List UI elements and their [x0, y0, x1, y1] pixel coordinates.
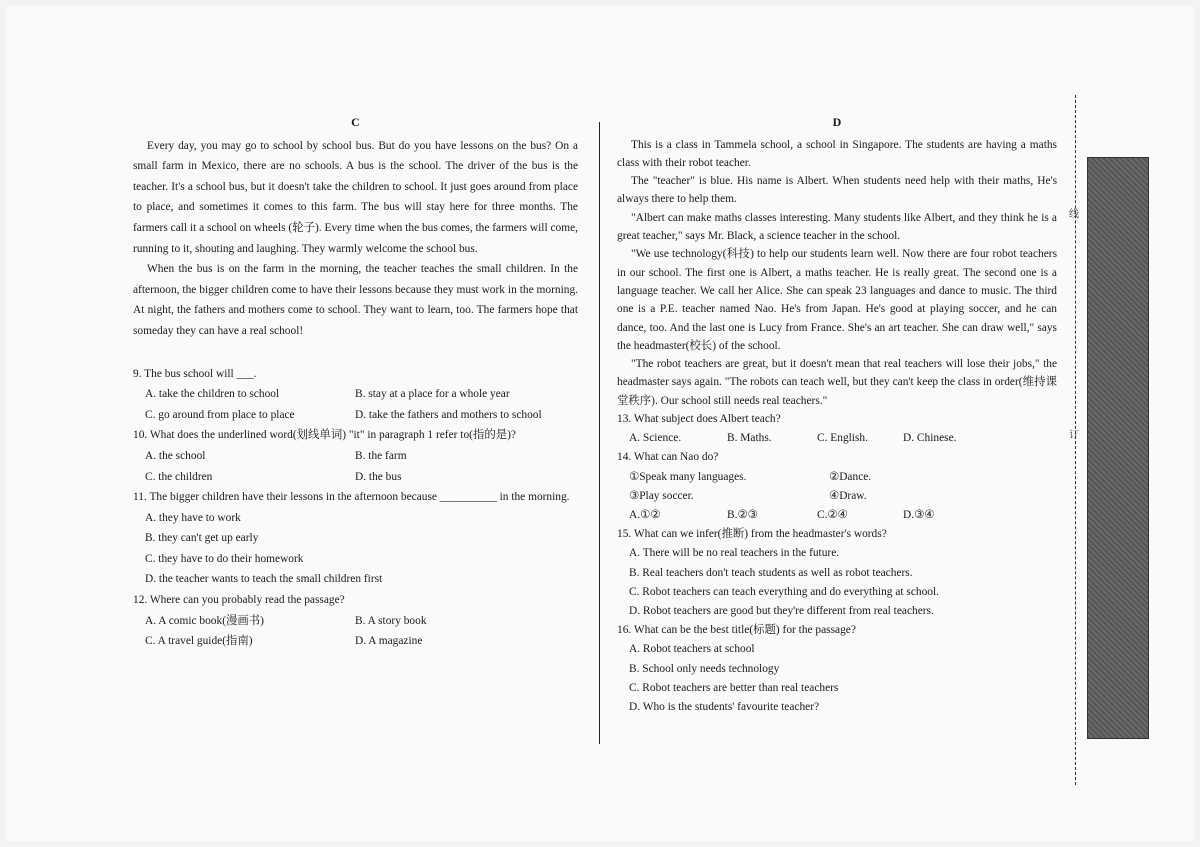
passage-c-paragraph-2: When the bus is on the farm in the morning, the teacher teaches the small children. In the afternoon, the bigger children come to have their lessons because they must work in the morning. At night, the fathers and mothers come to school. They want to learn, too. The farmers hope that someday they can have a real school!	[133, 263, 578, 337]
question-16-option-c: C. Robot teachers are better than real teachers	[629, 681, 839, 694]
question-9-option-a: A. take the children to school	[145, 388, 280, 401]
question-12-option-d: D. A magazine	[355, 635, 423, 648]
question-12: 12. Where can you probably read the passage?	[133, 594, 345, 607]
question-14: 14. What can Nao do?	[617, 451, 719, 464]
passage-d-paragraph-4: "We use technology(科技) to help our students learn well. Now there are four robot teachers in our school. The first one is Albert, a maths teacher. He is really great. The second one is a language teacher. We call her Alice. She can speak 23 languages and dance to music. The third one is a P.E. teacher named Nao. He's from Japan. He's good at playing soccer, and he can dance, too. And the last one is Lucy from France. She's an art teacher. She can draw well," says the headmaster(校长) of the school.	[617, 248, 1057, 352]
question-16-option-a: A. Robot teachers at school	[629, 643, 755, 656]
question-14-item-1: ①Speak many languages.	[629, 470, 747, 483]
passage-d-column	[617, 112, 1057, 717]
question-11-option-d: D. the teacher wants to teach the small children first	[145, 573, 383, 586]
passage-d-paragraph-5: "The robot teachers are great, but it doesn't mean that real teachers will lose their jobs," the headmaster says again. "The robots can teach well, but they can't keep the class in order(维持课堂秩序). Our school still needs real teachers."	[617, 358, 1057, 407]
section-heading-d: D	[832, 115, 842, 129]
question-16: 16. What can be the best title(标题) for the passage?	[617, 624, 856, 637]
question-16-option-d: D. Who is the students' favourite teacher?	[629, 701, 820, 714]
passage-d-paragraph-3: "Albert can make maths classes interesting. Many students like Albert, and they think he is a great teacher," says Mr. Black, a science teacher in the school.	[617, 211, 1057, 243]
question-10-option-c: C. the children	[145, 470, 213, 483]
question-10-option-b: B. the farm	[355, 449, 407, 462]
question-11-option-b: B. they can't get up early	[145, 532, 259, 545]
question-13-options	[617, 429, 1057, 448]
question-13-option-c: C. English.	[817, 432, 868, 445]
question-13-option-a: A. Science.	[629, 432, 682, 445]
question-14-option-b: B.②③	[727, 509, 758, 522]
question-10-option-d: D. the bus	[355, 470, 402, 483]
question-15-option-b: B. Real teachers don't teach students as well as robot teachers.	[629, 566, 913, 579]
question-12-options	[133, 611, 578, 652]
passage-d-paragraph-2: The "teacher" is blue. His name is Albert. When students need help with their maths, He's always there to help them.	[617, 175, 1057, 206]
question-12-option-a: A. A comic book(漫画书)	[145, 614, 264, 627]
question-11: 11. The bigger children have their lessons in the afternoon because __________ in the morning.	[133, 491, 570, 504]
question-14-option-a: A.①②	[629, 509, 661, 522]
question-13: 13. What subject does Albert teach?	[617, 413, 781, 426]
question-15-option-a: A. There will be no real teachers in the future.	[629, 547, 840, 560]
question-14-item-2: ②Dance.	[829, 470, 872, 483]
question-15-option-c: C. Robot teachers can teach everything and do everything at school.	[629, 585, 939, 598]
question-11-option-c: C. they have to do their homework	[145, 552, 304, 565]
question-15: 15. What can we infer(推断) from the headmaster's words?	[617, 528, 887, 541]
question-11-options	[133, 508, 578, 590]
passage-c-column	[133, 112, 578, 652]
question-14-option-c: C.②④	[817, 509, 848, 522]
question-15-option-d: D. Robot teachers are good but they're different from real teachers.	[629, 605, 934, 618]
question-14-item-3: ③Play soccer.	[629, 489, 694, 502]
binding-mark-line: 线	[1069, 209, 1079, 220]
question-10-options	[133, 446, 578, 487]
question-9-options	[133, 384, 578, 425]
question-15-options	[617, 544, 1057, 621]
question-13-option-b: B. Maths.	[727, 432, 772, 445]
question-9: 9. The bus school will ___.	[133, 367, 257, 380]
question-12-option-b: B. A story book	[355, 614, 427, 627]
binding-mark-staple: 订	[1069, 430, 1079, 441]
question-14-option-d: D.③④	[903, 509, 935, 522]
question-16-option-b: B. School only needs technology	[629, 662, 780, 675]
question-10: 10. What does the underlined word(划线单词) "it" in paragraph 1 refer to(指的是)?	[133, 429, 516, 442]
binding-strip	[1087, 157, 1149, 739]
question-10-option-a: A. the school	[145, 449, 206, 462]
question-14-item-4: ④Draw.	[829, 489, 867, 502]
question-14-options	[617, 506, 1057, 525]
question-9-option-b: B. stay at a place for a whole year	[355, 388, 510, 401]
passage-d-paragraph-1: This is a class in Tammela school, a school in Singapore. The students are having a maths class with their robot teacher.	[617, 138, 1057, 169]
question-16-options	[617, 640, 1057, 717]
question-13-option-d: D. Chinese.	[903, 432, 957, 445]
column-divider	[599, 122, 600, 744]
question-9-option-d: D. take the fathers and mothers to school	[355, 408, 542, 421]
passage-c-paragraph-1: Every day, you may go to school by school bus. But do you have lessons on the bus? On a small farm in Mexico, there are no schools. A bus is the school. The driver of the bus is the teacher. It's a school bus, but it doesn't take the children to school. It just goes around from place to place, and sometimes it comes to this farm. The bus will stay here for three months. The farmers call it a school on wheels (轮子). Every time when the bus comes, the farmers will come, running to it, shouting and laughing. They warmly welcome the school bus.	[133, 139, 578, 255]
question-12-option-c: C. A travel guide(指南)	[145, 635, 253, 648]
question-11-option-a: A. they have to work	[145, 511, 241, 524]
section-heading-c: C	[351, 115, 360, 129]
question-9-option-c: C. go around from place to place	[145, 408, 295, 421]
question-14-items	[617, 468, 1057, 506]
